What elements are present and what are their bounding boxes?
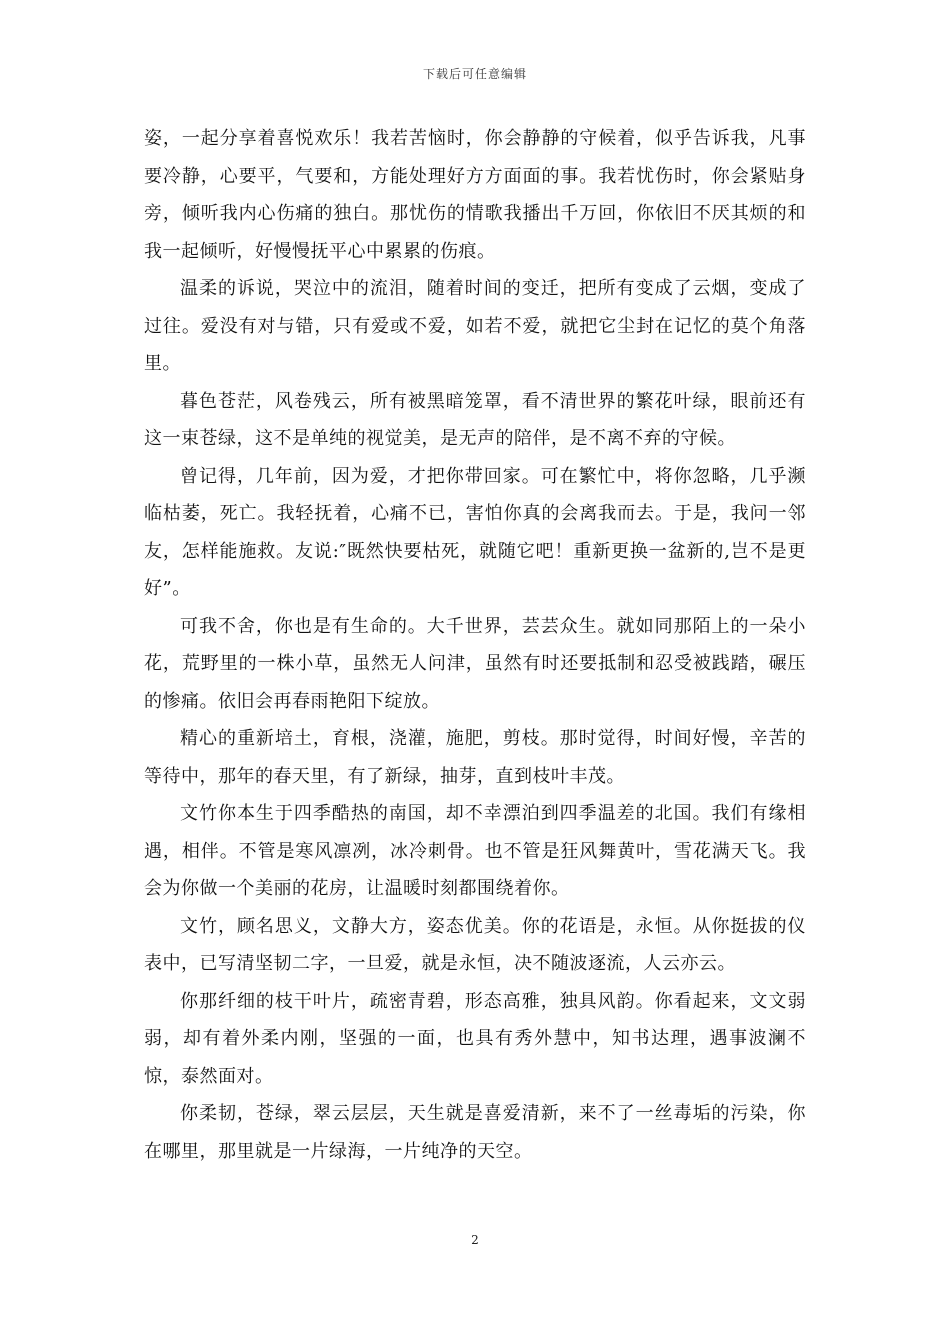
document-body	[144, 120, 806, 1170]
paragraph-10: 你柔韧，苍绿，翠云层层，天生就是喜爱清新，来不了一丝毒垢的污染，你在哪里，那里就是一片绿海，一片纯净的天空。	[144, 1103, 806, 1162]
page-number: 2	[471, 1233, 479, 1247]
paragraph-2: 温柔的诉说，哭泣中的流泪，随着时间的变迁，把所有变成了云烟，变成了过往。爱没有对与错，只有爱或不爱，如若不爱，就把它尘封在记忆的莫个角落里。	[144, 278, 806, 374]
paragraph-3: 暮色苍茫，风卷残云，所有被黑暗笼罩，看不清世界的繁花叶绿，眼前还有这一束苍绿，这不是单纯的视觉美，是无声的陪伴，是不离不弃的守候。	[144, 390, 806, 449]
paragraph-5: 可我不舍，你也是有生命的。大千世界，芸芸众生。就如同那陌上的一朵小花，荒野里的一株小草，虽然无人问津，虽然有时还要抵制和忍受被践踏，碾压的惨痛。依旧会再春雨艳阳下绽放。	[144, 615, 806, 712]
page-header: 下载后可任意编辑	[422, 67, 527, 81]
paragraph-4: 曾记得，几年前，因为爱，才把你带回家。可在繁忙中，将你忽略，几乎濒临枯萎，死亡。我轻抚着，心痛不已，害怕你真的会离我而去。于是，我问一邻友，怎样能施救。友说:″既然快要枯死，就随它吧！重新更换一盆新的,岂不是更好”。	[144, 465, 806, 599]
paragraph-8: 文竹，顾名思义，文静大方，姿态优美。你的花语是，永恒。从你挺拔的仪表中，已写清坚韧二字，一旦爱，就是永恒，决不随波逐流，人云亦云。	[144, 915, 806, 974]
paragraph-1: 姿，一起分享着喜悦欢乐！我若苦恼时，你会静静的守候着，似乎告诉我，凡事要冷静，心要平，气要和，方能处理好方方面面的事。我若忧伤时，你会紧贴身旁，倾听我内心伤痛的独白。那忧伤的情歌我播出千万回，你依旧不厌其烦的和我一起倾听，好慢慢抚平心中累累的伤痕。	[144, 128, 806, 262]
paragraph-9: 你那纤细的枝干叶片，疏密青碧，形态高雅，独具风韵。你看起来，文文弱弱，却有着外柔内刚，坚强的一面，也具有秀外慧中，知书达理，遇事波澜不惊，泰然面对。	[144, 990, 806, 1087]
paragraph-7: 文竹你本生于四季酷热的南国，却不幸漂泊到四季温差的北国。我们有缘相遇，相伴。不管是寒风凛冽，冰冷刺骨。也不管是狂风舞黄叶，雪花满天飞。我会为你做一个美丽的花房，让温暖时刻都围绕着你。	[144, 803, 806, 899]
paragraph-6: 精心的重新培土，育根，浇灌，施肥，剪枝。那时觉得，时间好慢，辛苦的等待中，那年的春天里，有了新绿，抽芽，直到枝叶丰茂。	[144, 728, 806, 787]
